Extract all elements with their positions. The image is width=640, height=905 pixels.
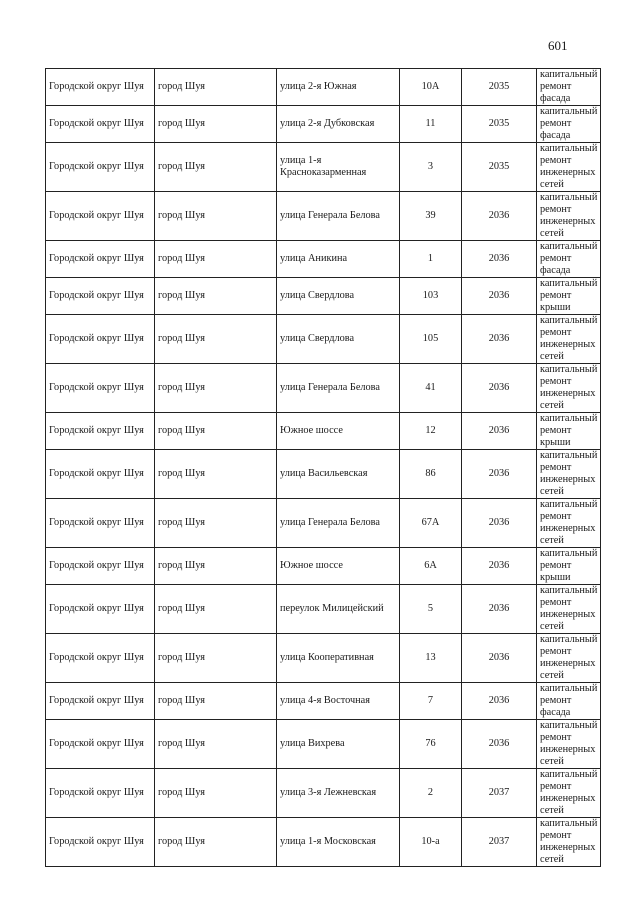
street-cell: улица Свердлова bbox=[277, 315, 400, 364]
year-cell: 2036 bbox=[462, 364, 537, 413]
municipality-cell: Городской округ Шуя bbox=[46, 143, 155, 192]
street-cell: улица Васильевская bbox=[277, 450, 400, 499]
year-cell: 2036 bbox=[462, 634, 537, 683]
house-number-cell: 105 bbox=[400, 315, 462, 364]
locality-cell: город Шуя bbox=[155, 413, 277, 450]
municipality-cell: Городской округ Шуя bbox=[46, 548, 155, 585]
locality-cell: город Шуя bbox=[155, 548, 277, 585]
municipality-cell: Городской округ Шуя bbox=[46, 364, 155, 413]
table-body bbox=[46, 69, 601, 867]
house-number-cell: 1 bbox=[400, 241, 462, 278]
street-cell: улица 2-я Южная bbox=[277, 69, 400, 106]
work-type-cell: капитальный ремонт инженерных сетей bbox=[537, 450, 601, 499]
house-number-cell: 10А bbox=[400, 69, 462, 106]
municipality-cell: Городской округ Шуя bbox=[46, 450, 155, 499]
work-type-cell: капитальный ремонт фасада bbox=[537, 241, 601, 278]
municipality-cell: Городской округ Шуя bbox=[46, 278, 155, 315]
street-cell: улица Генерала Белова bbox=[277, 499, 400, 548]
repair-schedule-table bbox=[45, 68, 601, 867]
house-number-cell: 6А bbox=[400, 548, 462, 585]
street-cell: улица Аникина bbox=[277, 241, 400, 278]
work-type-cell: капитальный ремонт инженерных сетей bbox=[537, 499, 601, 548]
municipality-cell: Городской округ Шуя bbox=[46, 683, 155, 720]
municipality-cell: Городской округ Шуя bbox=[46, 499, 155, 548]
table-row bbox=[46, 192, 601, 241]
locality-cell: город Шуя bbox=[155, 634, 277, 683]
municipality-cell: Городской округ Шуя bbox=[46, 818, 155, 867]
house-number-cell: 39 bbox=[400, 192, 462, 241]
work-type-cell: капитальный ремонт фасада bbox=[537, 69, 601, 106]
year-cell: 2036 bbox=[462, 241, 537, 278]
street-cell: улица Генерала Белова bbox=[277, 364, 400, 413]
work-type-cell: капитальный ремонт фасада bbox=[537, 106, 601, 143]
table-row bbox=[46, 69, 601, 106]
table-row bbox=[46, 364, 601, 413]
locality-cell: город Шуя bbox=[155, 499, 277, 548]
municipality-cell: Городской округ Шуя bbox=[46, 69, 155, 106]
house-number-cell: 41 bbox=[400, 364, 462, 413]
work-type-cell: капитальный ремонт крыши bbox=[537, 278, 601, 315]
year-cell: 2036 bbox=[462, 499, 537, 548]
municipality-cell: Городской округ Шуя bbox=[46, 106, 155, 143]
table-row bbox=[46, 143, 601, 192]
table-row bbox=[46, 278, 601, 315]
locality-cell: город Шуя bbox=[155, 315, 277, 364]
house-number-cell: 11 bbox=[400, 106, 462, 143]
locality-cell: город Шуя bbox=[155, 769, 277, 818]
work-type-cell: капитальный ремонт инженерных сетей bbox=[537, 818, 601, 867]
table-row bbox=[46, 106, 601, 143]
table-row bbox=[46, 450, 601, 499]
locality-cell: город Шуя bbox=[155, 818, 277, 867]
work-type-cell: капитальный ремонт инженерных сетей bbox=[537, 720, 601, 769]
page-number: 601 bbox=[548, 38, 568, 53]
municipality-cell: Городской округ Шуя bbox=[46, 634, 155, 683]
year-cell: 2036 bbox=[462, 278, 537, 315]
street-cell: улица Кооперативная bbox=[277, 634, 400, 683]
work-type-cell: капитальный ремонт инженерных сетей bbox=[537, 769, 601, 818]
locality-cell: город Шуя bbox=[155, 720, 277, 769]
work-type-cell: капитальный ремонт инженерных сетей bbox=[537, 315, 601, 364]
year-cell: 2035 bbox=[462, 143, 537, 192]
street-cell: улица Генерала Белова bbox=[277, 192, 400, 241]
table-row bbox=[46, 413, 601, 450]
table-row bbox=[46, 499, 601, 548]
table-row bbox=[46, 683, 601, 720]
street-cell: улица Вихрева bbox=[277, 720, 400, 769]
locality-cell: город Шуя bbox=[155, 143, 277, 192]
street-cell: переулок Милицейский bbox=[277, 585, 400, 634]
locality-cell: город Шуя bbox=[155, 192, 277, 241]
work-type-cell: капитальный ремонт крыши bbox=[537, 548, 601, 585]
municipality-cell: Городской округ Шуя bbox=[46, 585, 155, 634]
year-cell: 2036 bbox=[462, 450, 537, 499]
house-number-cell: 10-а bbox=[400, 818, 462, 867]
work-type-cell: капитальный ремонт инженерных сетей bbox=[537, 364, 601, 413]
house-number-cell: 103 bbox=[400, 278, 462, 315]
year-cell: 2036 bbox=[462, 683, 537, 720]
house-number-cell: 13 bbox=[400, 634, 462, 683]
locality-cell: город Шуя bbox=[155, 69, 277, 106]
table-row bbox=[46, 720, 601, 769]
table-row bbox=[46, 769, 601, 818]
locality-cell: город Шуя bbox=[155, 241, 277, 278]
street-cell: улица 1-я Московская bbox=[277, 818, 400, 867]
municipality-cell: Городской округ Шуя bbox=[46, 413, 155, 450]
work-type-cell: капитальный ремонт крыши bbox=[537, 413, 601, 450]
municipality-cell: Городской округ Шуя bbox=[46, 315, 155, 364]
year-cell: 2036 bbox=[462, 315, 537, 364]
street-cell: Южное шоссе bbox=[277, 548, 400, 585]
work-type-cell: капитальный ремонт инженерных сетей bbox=[537, 634, 601, 683]
locality-cell: город Шуя bbox=[155, 683, 277, 720]
year-cell: 2036 bbox=[462, 548, 537, 585]
table-row bbox=[46, 548, 601, 585]
house-number-cell: 86 bbox=[400, 450, 462, 499]
street-cell: улица 1-я Красноказарменная bbox=[277, 143, 400, 192]
year-cell: 2036 bbox=[462, 413, 537, 450]
table-row bbox=[46, 315, 601, 364]
locality-cell: город Шуя bbox=[155, 450, 277, 499]
house-number-cell: 67А bbox=[400, 499, 462, 548]
work-type-cell: капитальный ремонт инженерных сетей bbox=[537, 585, 601, 634]
street-cell: улица 4-я Восточная bbox=[277, 683, 400, 720]
year-cell: 2036 bbox=[462, 192, 537, 241]
work-type-cell: капитальный ремонт инженерных сетей bbox=[537, 192, 601, 241]
street-cell: улица Свердлова bbox=[277, 278, 400, 315]
work-type-cell: капитальный ремонт фасада bbox=[537, 683, 601, 720]
year-cell: 2037 bbox=[462, 769, 537, 818]
year-cell: 2035 bbox=[462, 69, 537, 106]
year-cell: 2036 bbox=[462, 585, 537, 634]
house-number-cell: 3 bbox=[400, 143, 462, 192]
house-number-cell: 7 bbox=[400, 683, 462, 720]
locality-cell: город Шуя bbox=[155, 278, 277, 315]
municipality-cell: Городской округ Шуя bbox=[46, 192, 155, 241]
locality-cell: город Шуя bbox=[155, 585, 277, 634]
municipality-cell: Городской округ Шуя bbox=[46, 769, 155, 818]
locality-cell: город Шуя bbox=[155, 364, 277, 413]
street-cell: улица 3-я Лежневская bbox=[277, 769, 400, 818]
house-number-cell: 76 bbox=[400, 720, 462, 769]
street-cell: Южное шоссе bbox=[277, 413, 400, 450]
year-cell: 2037 bbox=[462, 818, 537, 867]
year-cell: 2035 bbox=[462, 106, 537, 143]
house-number-cell: 5 bbox=[400, 585, 462, 634]
house-number-cell: 12 bbox=[400, 413, 462, 450]
work-type-cell: капитальный ремонт инженерных сетей bbox=[537, 143, 601, 192]
year-cell: 2036 bbox=[462, 720, 537, 769]
table-row bbox=[46, 585, 601, 634]
municipality-cell: Городской округ Шуя bbox=[46, 241, 155, 278]
table-row bbox=[46, 634, 601, 683]
locality-cell: город Шуя bbox=[155, 106, 277, 143]
house-number-cell: 2 bbox=[400, 769, 462, 818]
table-row bbox=[46, 241, 601, 278]
street-cell: улица 2-я Дубковская bbox=[277, 106, 400, 143]
table-row bbox=[46, 818, 601, 867]
municipality-cell: Городской округ Шуя bbox=[46, 720, 155, 769]
